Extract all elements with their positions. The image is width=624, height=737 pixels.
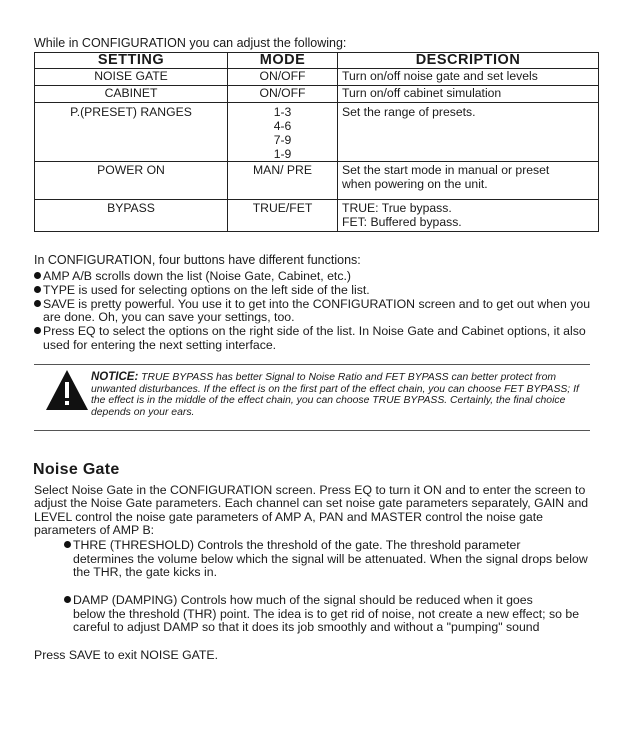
setting-cell: CABINET (35, 86, 228, 103)
parameter-item-damping (64, 594, 604, 635)
list-item (34, 270, 609, 284)
header-description: DESCRIPTION (338, 53, 599, 69)
parameter-first-line: DAMP (DAMPING) Controls how much of the signal should be reduced when it goes (73, 593, 533, 607)
bullet-icon (34, 286, 41, 293)
parameter-item-threshold (64, 539, 604, 580)
table-row (35, 69, 599, 86)
header-setting: SETTING (35, 53, 228, 69)
bullet-icon (34, 300, 41, 307)
notice-label: NOTICE: (91, 371, 139, 383)
description-line: FET: Buffered bypass. (342, 215, 462, 229)
bullet-icon (64, 596, 71, 603)
buttons-intro: In CONFIGURATION, four buttons have different functions: (34, 253, 361, 267)
bullet-icon (64, 541, 71, 548)
intro-text: While in CONFIGURATION you can adjust the following: (34, 36, 347, 50)
table-row (35, 103, 599, 162)
mode-line: 1-3 (273, 105, 292, 119)
description-cell: Turn on/off cabinet simulation (338, 86, 599, 103)
button-functions-list (34, 270, 609, 353)
bullet-icon (34, 327, 41, 334)
table-header-row (35, 53, 599, 69)
mode-cell: ON/OFF (228, 69, 338, 86)
setting-cell: POWER ON (35, 162, 228, 200)
notice-text: TRUE BYPASS has better Signal to Noise Ratio and FET BYPASS can better protect from unwanted disturbances. If the effect is on the first part of the effect chain, you can choose FET BYPASS; If the effect is in the middle of the effect chain, you can choose TRUE BYPASS. Certainly, the final choice depends on your ears. (91, 372, 579, 418)
list-item-text: TYPE is used for selecting options on the left side of the list. (43, 282, 370, 297)
warning-icon (45, 369, 89, 411)
description-line: TRUE: True bypass. (342, 201, 452, 215)
mode-line: 7-9 (273, 133, 292, 147)
mode-line: 4-6 (273, 119, 292, 133)
list-item-text: Press EQ to select the options on the right side of the list. In Noise Gate and Cabinet options, it also used for entering the next setting interface. (43, 324, 586, 352)
section-title: Noise Gate (33, 461, 120, 478)
divider-bottom (34, 430, 590, 431)
list-item-text: SAVE is pretty powerful. You use it to get into the CONFIGURATION screen and to get out when you are done. Oh, you can save your settings, too. (43, 296, 591, 325)
mode-cell: TRUE/FET (228, 200, 338, 232)
parameter-first-line: THRE (THRESHOLD) Controls the threshold of the gate. The threshold parameter (73, 538, 521, 552)
table-row (35, 200, 599, 232)
setting-cell: P.(PRESET) RANGES (35, 103, 228, 162)
table-row (35, 162, 599, 200)
parameter-rest: determines the volume below which the signal will be attenuated. When the signal drops below the THR, the gate kicks in. (73, 551, 588, 580)
description-cell: Set the range of presets. (338, 103, 599, 162)
list-item (34, 298, 609, 326)
description-line: Set the start mode in manual or preset (342, 163, 550, 177)
description-cell (338, 200, 599, 232)
description-cell: Turn on/off noise gate and set levels (338, 69, 599, 86)
setting-cell: NOISE GATE (35, 69, 228, 86)
list-item (34, 325, 609, 353)
configuration-table (34, 52, 599, 232)
description-line: when powering on the unit. (342, 177, 488, 191)
bullet-icon (34, 272, 41, 279)
section-body: Select Noise Gate in the CONFIGURATION screen. Press EQ to turn it ON and to enter the screen to adjust the Noise Gate parameters. Each channel can set noise gate parameters separately, GAIN and LEVEL control the noise gate parameters of AMP A, PAN and MASTER control the noise gate parameters of AMP B: (34, 483, 589, 538)
list-item-text: AMP A/B scrolls down the list (Noise Gate, Cabinet, etc.) (43, 269, 352, 283)
exit-instruction: Press SAVE to exit NOISE GATE. (34, 648, 219, 662)
header-mode: MODE (228, 53, 338, 69)
setting-cell: BYPASS (35, 200, 228, 232)
notice-box (91, 372, 586, 418)
mode-cell: ON/OFF (228, 86, 338, 103)
table-row (35, 86, 599, 103)
mode-line: 1-9 (273, 147, 292, 161)
mode-cell (228, 103, 338, 162)
parameter-rest: below the threshold (THR) point. The idea is to get rid of noise, not create a new effect; so be careful to adjust DAMP so that it does its job smoothly and without a "pumping" sound (73, 606, 580, 635)
list-item (34, 284, 609, 298)
mode-cell: MAN/ PRE (228, 162, 338, 200)
divider-top (34, 364, 590, 365)
description-cell (338, 162, 599, 200)
